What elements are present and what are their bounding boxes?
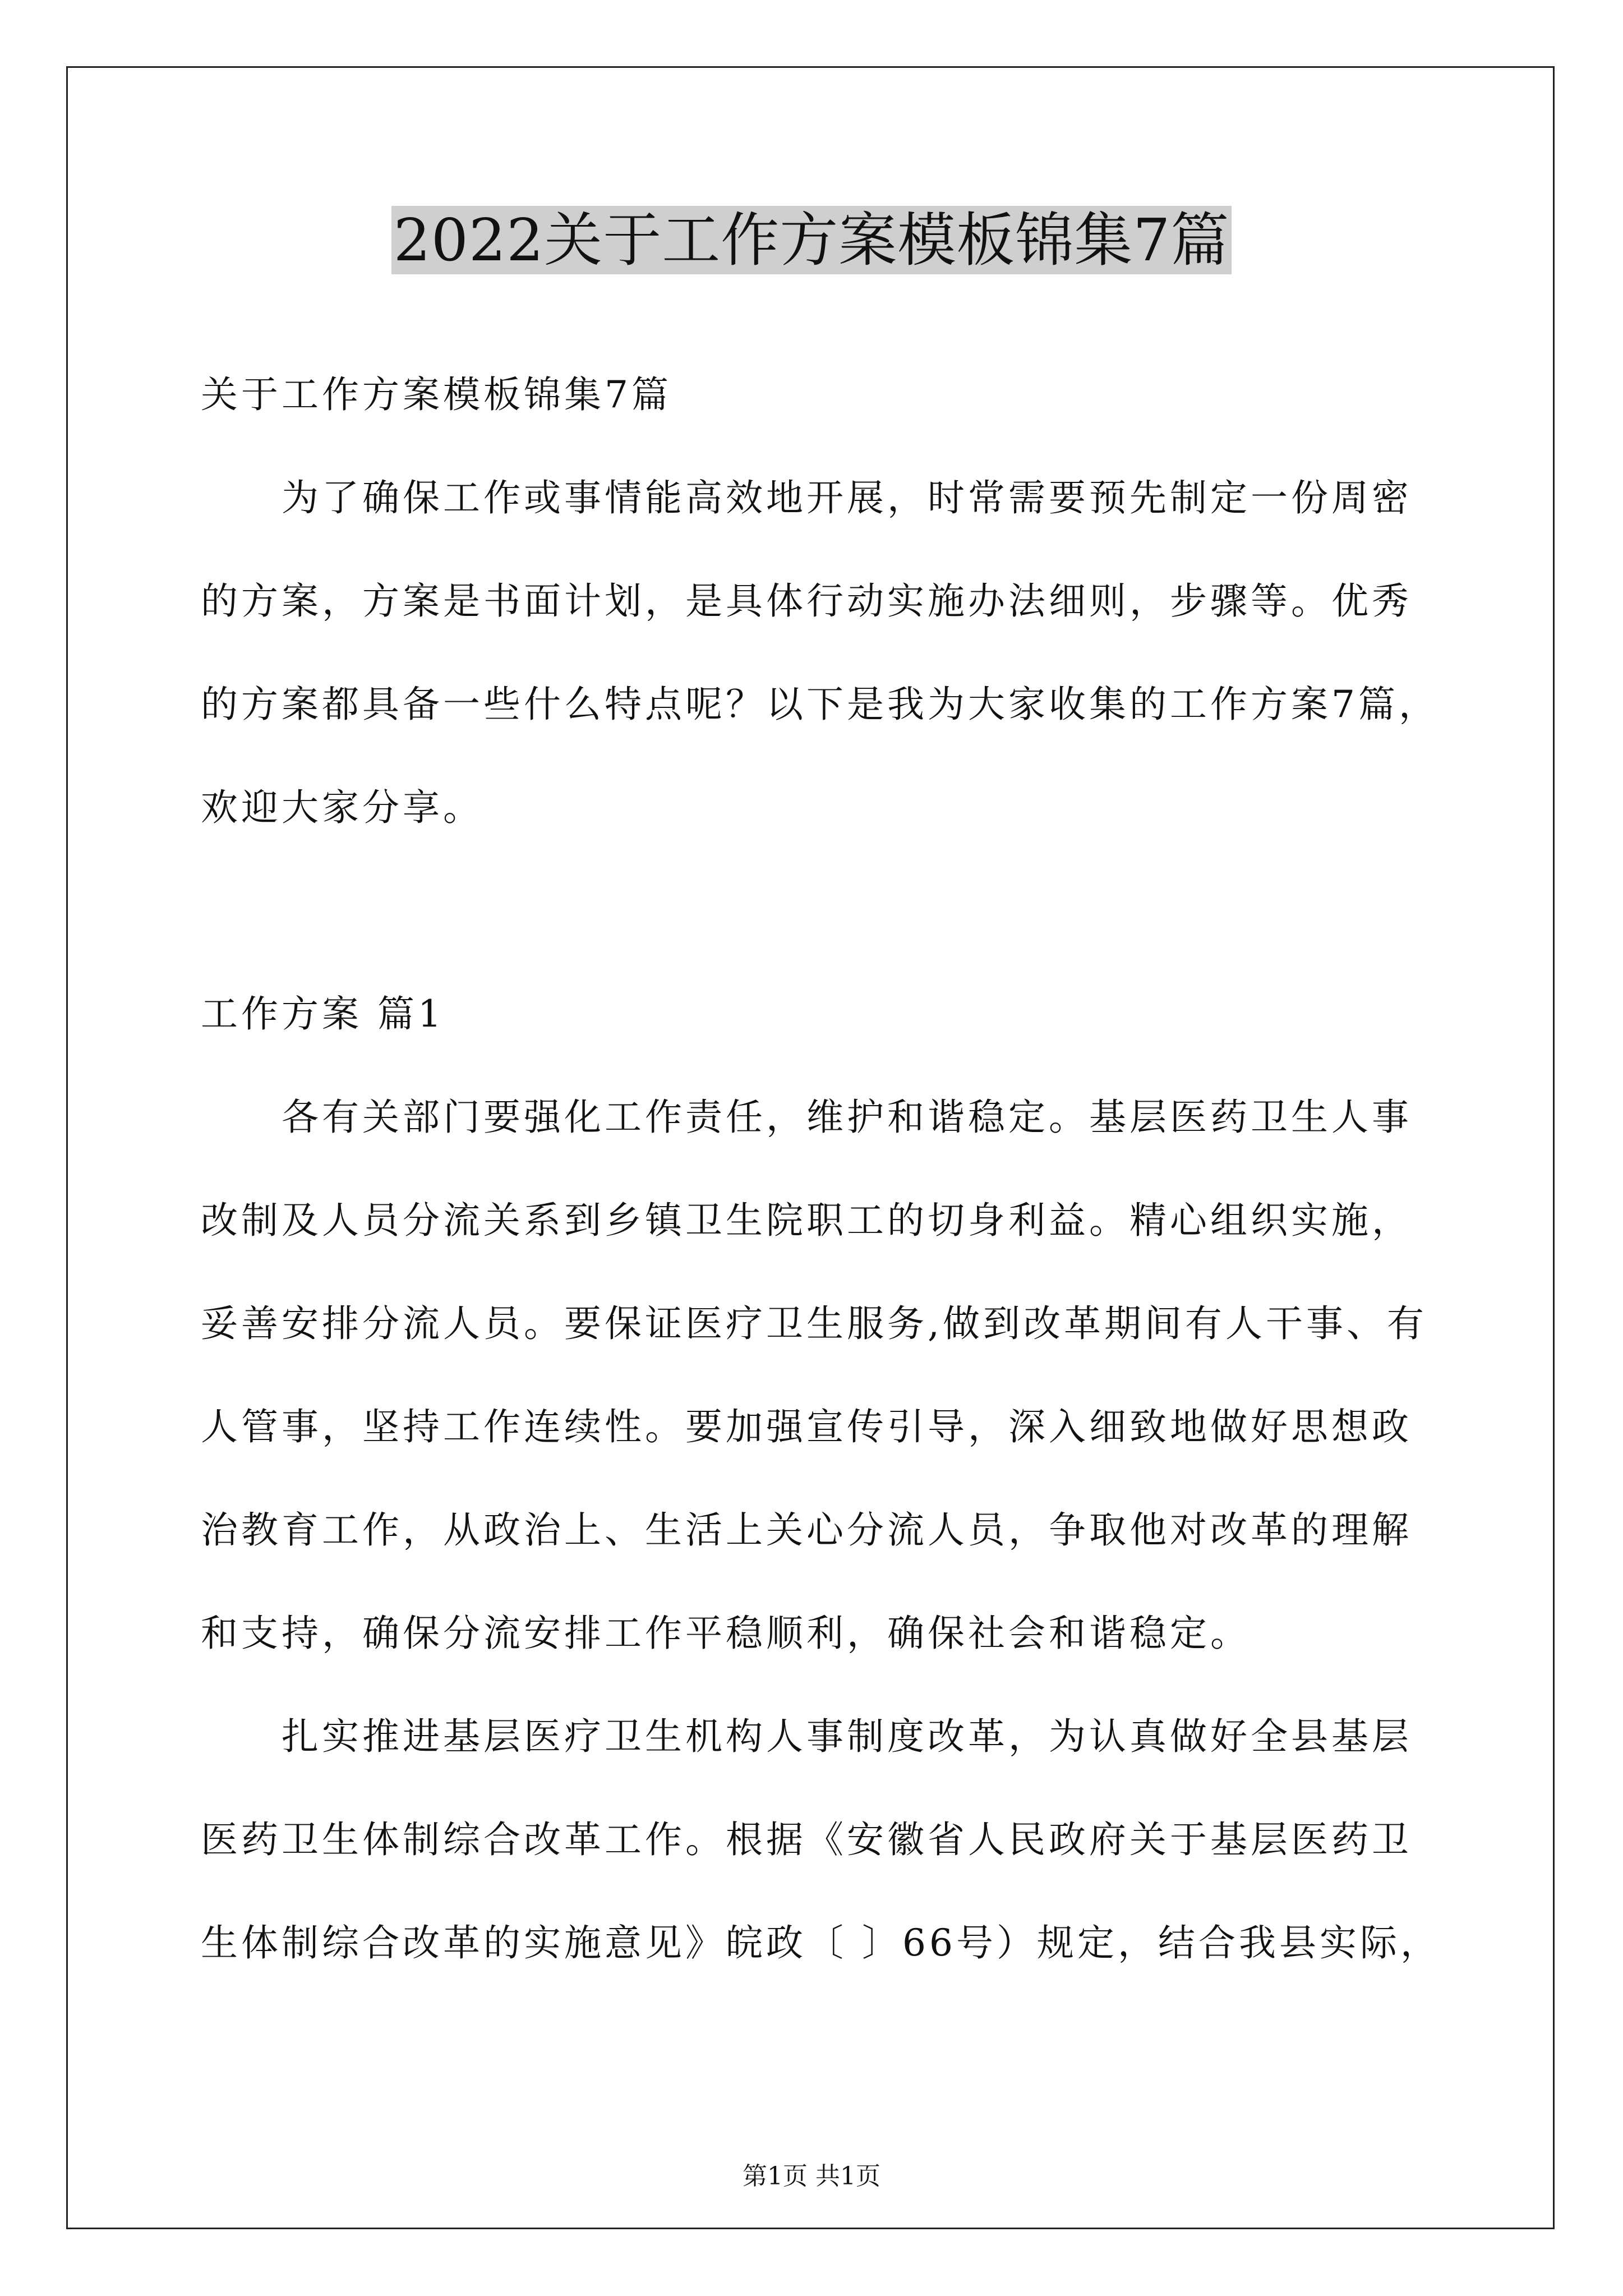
paragraph2-line: 生体制综合改革的实施意见》皖政〔 〕66号）规定，结合我县实际，	[201, 1921, 1441, 1964]
paragraph1-line: 妥善安排分流人员。要保证医疗卫生服务,做到改革期间有人干事、有	[201, 1302, 1427, 1345]
paragraph1-line: 和支持，确保分流安排工作平稳顺利，确保社会和谐稳定。	[201, 1612, 1251, 1655]
page-number: 第1页 共1页	[743, 2162, 880, 2191]
document-body	[201, 343, 1463, 1995]
document-title	[0, 201, 1623, 279]
intro-line: 的方案，方案是书面计划，是具体行动实施办法细则，步骤等。优秀	[201, 579, 1412, 623]
paragraph1-line: 改制及人员分流关系到乡镇卫生院职工的切身利益。精心组织实施，	[201, 1199, 1412, 1242]
section-heading: 工作方案 篇1	[201, 992, 445, 1036]
paragraph2-line: 医药卫生体制综合改革工作。根据《安徽省人民政府关于基层医药卫	[201, 1818, 1412, 1861]
paragraph2-line: 扎实推进基层医疗卫生机构人事制度改革，为认真做好全县基层	[282, 1715, 1412, 1758]
intro-line: 欢迎大家分享。	[201, 786, 483, 829]
page-footer	[0, 2160, 1623, 2193]
paragraph1-line: 各有关部门要强化工作责任，维护和谐稳定。基层医药卫生人事	[282, 1096, 1412, 1139]
intro-line: 为了确保工作或事情能高效地开展，时常需要预先制定一份周密	[282, 476, 1412, 519]
document-title-text: 2022关于工作方案模板锦集7篇	[391, 206, 1232, 274]
paragraph1-line: 治教育工作，从政治上、生活上关心分流人员，争取他对改革的理解	[201, 1508, 1412, 1552]
intro-line: 的方案都具备一些什么特点呢？以下是我为大家收集的工作方案7篇，	[201, 683, 1439, 726]
blank-line	[201, 859, 1463, 963]
document-subtitle: 关于工作方案模板锦集7篇	[201, 373, 672, 416]
paragraph1-line: 人管事，坚持工作连续性。要加强宣传引导，深入细致地做好思想政	[201, 1405, 1412, 1448]
